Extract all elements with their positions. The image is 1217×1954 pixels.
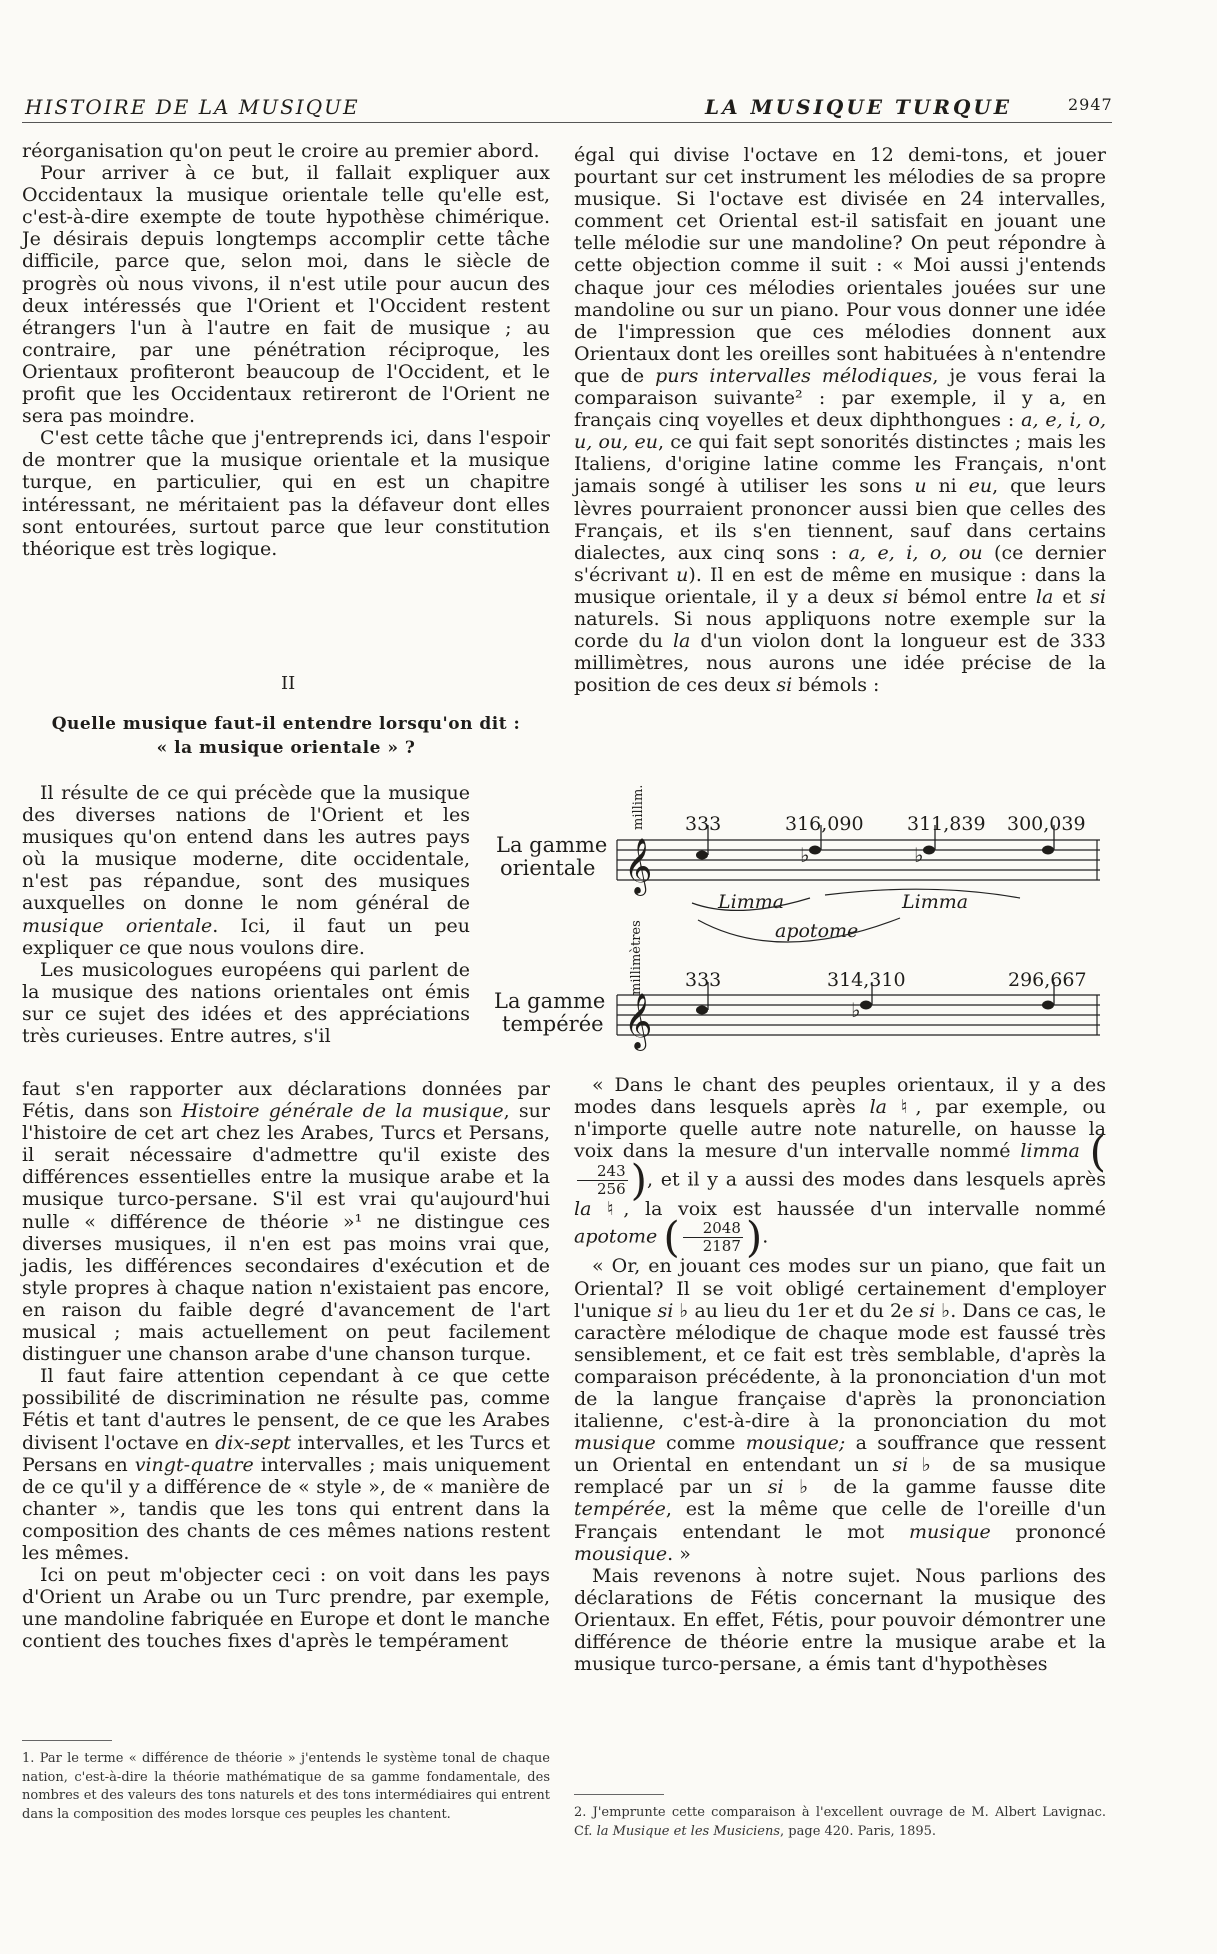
text-run: faut s'en rapporter aux déclarations données par Fétis, dans son [22,1078,550,1123]
paragraph: réorganisation qu'on peut le croire au premier abord. [22,140,540,162]
column-left-middle [22,782,470,1047]
column-left-bottom [22,1078,550,1652]
text-run: , page 420. Paris, 1895. [780,1823,937,1839]
text-run: 2. J'emprunte cette comparaison à l'excellent ouvrage de M. Albert Lavignac. Cf. [574,1805,1106,1839]
note-la [696,851,708,860]
italic-run: la [672,630,691,653]
note-si-flat-1 [809,846,821,855]
value-tempered-1: 333 [685,969,722,991]
italic-run: si [892,1454,909,1477]
italic-run: mousique; [745,1432,846,1455]
text-run: , je vous ferai la comparaison suivante² : par exemple, il y a, en français cinq voyelles et deux diphthongues : [574,364,1106,432]
paragraph: C'est cette tâche que j'entreprends ici, dans l'espoir de montrer que la musique orientale et la musique turque, en particulier, qui en est un chapitre intéressant, ne méritaient pas la défaveur dont elles sont entourées, surtout parce que leur constitution théorique est très logique. [22,427,550,560]
italic-run: eu [968,475,993,498]
section-title-line: Quelle musique faut-il entendre lorsqu'on dit : [51,714,521,734]
column-left-top [22,140,550,560]
text-run: prononcé [990,1520,1107,1543]
section-number: II [281,673,296,694]
footnote-rule [574,1794,664,1795]
text-run: . Ici, il faut un peu expliquer ce que nous voulons dire. [22,914,470,959]
text-run: ♮, par exemple, ou n'importe quelle autre note naturelle, on hausse la voix dans la mesure d'un intervalle nommé [574,1096,1107,1163]
value-tempered-2: 314,310 [827,969,906,991]
text-run: « Or, en jouant ces modes sur un piano, que fait un Oriental? Il se voit obligé certainement d'employer l'unique [574,1255,1106,1322]
italic-run: si [776,674,793,697]
apotome-label: apotome [775,920,859,942]
text-run: ni [926,475,969,498]
music-staff-figure [480,770,1100,1080]
value-oriental-1: 333 [685,813,722,835]
text-run: naturels. Si nous appliquons notre exemple sur la corde du [574,607,1106,653]
text-run: bémol entre [898,585,1036,608]
value-oriental-3: 311,839 [907,813,986,835]
limma-label-1: Limma [718,891,785,913]
paragraph: Ici on peut m'objecter ceci : on voit dans les pays d'Orient un Arabe ou un Turc prendre, par exemple, une mandoline fabriquée en Europe et dont le manche contient des touches fixes d'après le tempérament [22,1564,550,1653]
note-si-flat-tempered [860,1001,872,1010]
text-run: « Dans le chant des peuples orientaux, il y a des modes dans lesquels après [574,1074,1106,1119]
footnote-2 [574,1804,1106,1841]
italic-run: musique [574,1432,656,1455]
header-rule [22,122,1112,123]
text-run: ♭. Dans ce cas, le caractère mélodique de chaque mode est faussé très sensiblement, et ce fait est très semblable, d'après la comparaison précédente, à la prononciation d'un mot de la langue française d'après la prononciation italienne, c'est-à-dire à la prononciation du mot [574,1299,1106,1433]
treble-clef-icon: 𝄞 [624,838,653,894]
text-run: comme [655,1432,746,1455]
italic-run: u [914,475,927,498]
text-run: Il faut faire attention cependant à ce que cette possibilité de discrimination ne résulte pas, comme Fétis et tant d'autres le pensent, de ce que les Arabes divisent l'octave en [22,1365,550,1454]
flat-icon: ♭ [914,843,924,867]
text-run: , que leurs lèvres pourraient prononcer aussi bien que celles des Français, et ils s'en tiennent, sauf dans certains dialectes, aux cinq sons : [574,475,1106,564]
text-run: d'un violon dont la longueur est de 333 millimètres, nous aurons une idée précise de la position de ces deux [574,630,1106,697]
paren-close: ) [630,1155,648,1205]
running-header-right: LA MUSIQUE TURQUE [705,95,1013,119]
column-right-bottom [574,1074,1106,1675]
label-tempered-line2: tempérée [502,1012,604,1036]
apotome-fraction [683,1220,743,1255]
italic-run: si [1090,585,1106,608]
text-run: ♮, la voix est haussée d'un intervalle nommé [591,1198,1106,1221]
text-run: ♭ de la gamme fausse dite [783,1476,1106,1499]
text-run: ). Il en est de même en musique : dans la musique orientale, il y a deux [574,563,1106,608]
limma-label-2: Limma [902,891,969,913]
italic-run: mousique [574,1542,668,1565]
paragraph: Mais revenons à notre sujet. Nous parlions des déclarations de Fétis concernant la musique des Orientaux. En effet, Fétis, pour pouvoir démontrer une différence de théorie entre la musique arabe et la musique turco-persane, a émis tant d'hypothèses [574,1564,1106,1676]
treble-clef-icon: 𝄞 [624,993,653,1049]
paren-close: ) [745,1212,763,1262]
note-si-flat-2 [923,846,935,855]
fraction-numerator: 243 [577,1163,628,1181]
paragraph [22,1078,550,1365]
italic-run: tempérée [574,1498,666,1521]
text-run: a souffrance que ressent un Oriental en entendant un [574,1432,1107,1477]
paragraph [574,1255,1106,1564]
label-oriental-line1: La gamme [496,833,608,857]
text-run: bémols : [792,674,880,697]
italic-run: la Musique et les Musiciens [596,1823,781,1839]
paragraph [574,144,1106,696]
axis-label-bottom: millimètres [629,920,644,995]
italic-run: la [869,1096,887,1119]
italic-run: la [1035,585,1054,608]
text-run: , ce qui fait sept sonorités distinctes ; mais les Italiens, d'origine latine comme les Français, n'ont jamais songé à utiliser les sons [574,431,1106,498]
text-run: , et il y a aussi des modes dans lesquels après [647,1168,1106,1191]
italic-run: si [767,1476,784,1499]
flat-icon: ♭ [851,998,861,1022]
text-run: intervalles, et les Turcs et Persans en [22,1431,550,1476]
italic-run: dix-sept [215,1431,291,1454]
page-number: 2947 [1068,95,1113,114]
text-run: (ce dernier s'écrivant [574,541,1106,586]
paren-open: ( [1089,1127,1106,1177]
flat-icon: ♭ [800,843,810,867]
section-title-line: « la musique orientale » ? [156,738,416,758]
italic-run: si [882,585,899,608]
column-right-top [574,144,1106,696]
footnote-rule [22,1740,112,1741]
fraction-denominator: 2187 [702,1237,741,1256]
italic-run: a, e, i, o, u, ou, eu [574,409,1106,454]
italic-run: si [657,1299,674,1322]
value-oriental-2: 316,090 [785,813,864,835]
section-title [22,712,550,760]
label-oriental-line2: orientale [500,856,596,880]
italic-run: Histoire générale de la musique [181,1100,504,1123]
paragraph: Les musicologues européens qui parlent de la musique des nations orientales ont émis sur ce sujet des idées et des appréciations très curieuses. Entre autres, s'il [22,958,470,1048]
fraction-numerator: 2048 [683,1220,743,1238]
paragraph: Pour arriver à ce but, il fallait expliquer aux Occidentaux la musique orientale telle qu'elle est, c'est-à-dire exempte de toute hypothèse chimérique. Je désirais depuis longtemps accomplir cette tâche difficile, parce que, selon moi, dans le siècle de progrès où nous vivons, il n'est utile pour aucun des deux intéressés que l'Orient et l'Occident restent étrangers l'un à l'autre en fait de musique ; au contraire, par une pénétration réciproque, les Orientaux profiteront beaucoup de l'Occident, et le profit que les Occidentaux retireront de l'Orient ne sera pas moindre. [22,162,550,428]
limma-fraction [577,1163,628,1198]
italic-run: vingt-quatre [134,1453,254,1476]
italic-run: la [574,1198,592,1221]
text-run: ♭ de sa musique remplacé par un [574,1454,1106,1499]
note-la [696,1006,708,1015]
running-header-left: HISTOIRE DE LA MUSIQUE [25,95,360,119]
text-run: égal qui divise l'octave en 12 demi-tons, et jouer pourtant sur cet instrument les mélodies de sa propre musique. Si l'octave est divisée en 24 intervalles, comment cet Oriental est-il satisfait en jouant une telle mélodie sur une mandoline? On peut répondre à cette objection comme il suit : « Moi aussi j'entends chaque jour ces mélodies orientales jouées sur une mandoline ou sur un piano. Pour vous donner une idée de l'impression que ces mélodies donnent aux Orientaux dont les oreilles sont habituées à n'entendre que de [574,144,1106,387]
text-run: , sur l'histoire de cet art chez les Arabes, Turcs et Persans, il serait nécessaire d'admettre qu'il existe des différences essentielles entre la musique arabe et la musique turco-persane. S'il est vrai qu'aujourd'hui nulle « différence de théorie »¹ ne distingue ces diverses musiques, il n'en est pas moins vrai que, jadis, les différences secondaires d'exécution et de style propres à chaque nation n'existaient pas encore, en raison du faible degré d'avancement de l'art musical ; mais actuellement on peut facilement distinguer une chanson arabe d'une chanson turque. [22,1100,551,1366]
axis-label-top: millim. [631,784,646,830]
fraction-denominator: 256 [597,1180,626,1199]
italic-run: musique orientale [22,914,213,937]
footnote-1: 1. Par le terme « différence de théorie » j'entends le système tonal de chaque nation, c'est-à-dire la théorie mathématique de sa gamme fondamentale, des nombres et des valeurs des tons naturels et des tons intermédiaires qui entrent dans la composition des modes lorsque ces peuples les chantent. [22,1751,550,1822]
italic-run: a, e, i, o, ou [848,541,983,564]
paren-open: ( [663,1212,680,1262]
text-run: , est la même que celle de l'oreille d'un Français entendant le mot [574,1498,1106,1543]
text-run: intervalles ; mais uniquement de ce qu'il y a différence de « style », de « manière de chanter », tandis que les tons qui entrent dans la composition des chants de ces mêmes nations restent les mêmes. [22,1453,550,1564]
italic-run: purs intervalles mélodiques [655,364,933,387]
italic-run: limma [1020,1140,1080,1163]
paragraph [22,782,470,959]
note-si [1042,846,1054,855]
text-run: ♭ au lieu du 1er et du 2e [673,1299,920,1322]
text-run: . » [667,1542,691,1565]
italic-run: u [676,563,689,586]
label-tempered-line1: La gamme [494,989,606,1013]
text-run: Il résulte de ce qui précède que la musique des diverses nations de l'Orient et les musiques qu'on entend dans les autres pays où la musique moderne, dite occidentale, n'est pas répandue, sont des musiques auxquelles on donne le nom général de [22,782,470,915]
paragraph [22,1365,550,1564]
value-tempered-3: 296,667 [1008,969,1087,991]
text-run: et [1053,585,1091,608]
paragraph: « Dans le chant des peuples orientaux, il y a des modes dans lesquels après la ♮, par exemple, ou n'importe quelle autre note naturelle, on hausse la voix dans la mesure d'un intervalle nommé limma ( $\frac{243}{256}$ ), et il y a aussi des modes dans lesquels après la ♮, la voix est haussée d'un intervalle nommé apotome ( $\frac{2048}{2187}$ ). [574,1074,1107,1262]
note-si [1042,1001,1054,1010]
italic-run: si [919,1299,936,1322]
italic-run: musique [909,1520,991,1543]
italic-run: apotome [574,1225,658,1248]
value-oriental-4: 300,039 [1007,813,1086,835]
